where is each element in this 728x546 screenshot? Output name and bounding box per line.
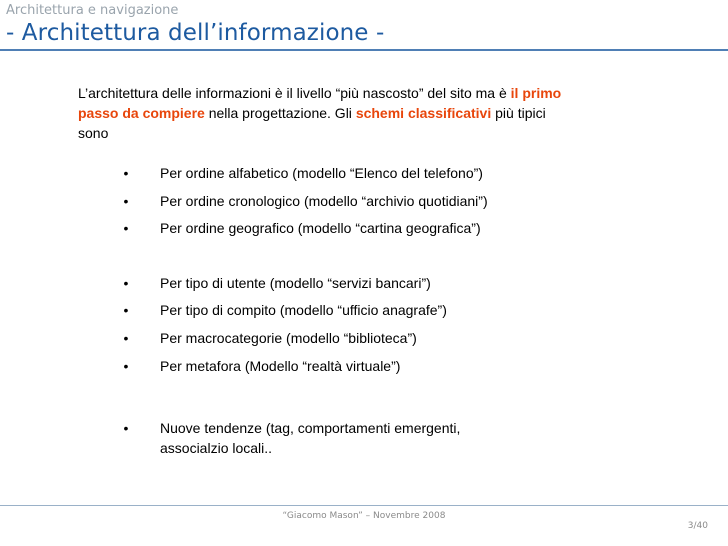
intro-text-1: L’architettura delle informazioni è il livello “più nascosto” del sito ma è (78, 85, 511, 101)
intro-text-2: nella progettazione. Gli (204, 105, 356, 121)
bullet-icon: • (123, 330, 129, 346)
bullet-icon: • (123, 220, 129, 236)
bullet-icon: • (123, 193, 129, 209)
intro-paragraph (78, 83, 578, 143)
bullet-icon: • (123, 302, 129, 318)
list-item-text: Per ordine alfabetico (modello “Elenco del telefono”) (160, 165, 483, 181)
bullet-icon: • (123, 275, 129, 291)
bullet-icon: • (123, 165, 129, 181)
footer-credit: “Giacomo Mason” – Novembre 2008 (282, 511, 446, 521)
page-number: 3/40 (687, 521, 708, 531)
intro-text-3: più tipici sono (78, 105, 546, 141)
bullet-icon: • (123, 358, 129, 374)
list-item-text: Nuove tendenze (tag, comportamenti emergenti, associalzio locali.. (160, 420, 461, 456)
slide-title: - Architettura dell’informazione - (6, 20, 385, 46)
list-item-text: Per ordine geografico (modello “cartina geografica”) (160, 220, 481, 236)
list-item-text: Per tipo di utente (modello “servizi bancari”) (160, 275, 431, 291)
title-divider (0, 49, 728, 51)
list-item-text: Per tipo di compito (modello “ufficio anagrafe”) (160, 302, 447, 318)
intro-highlight-1: il primo passo da compiere (78, 85, 562, 121)
slide-subtitle: Architettura e navigazione (6, 3, 179, 18)
list-item-text: Per macrocategorie (modello “biblioteca”) (160, 330, 417, 346)
intro-highlight-2: schemi classificativi (355, 105, 492, 121)
list-item-text: Per ordine cronologico (modello “archivio quotidiani”) (160, 193, 488, 209)
bullet-icon: • (123, 420, 129, 436)
list-item-text: Per metafora (Modello “realtà virtuale”) (160, 358, 401, 374)
footer-divider (0, 505, 728, 506)
